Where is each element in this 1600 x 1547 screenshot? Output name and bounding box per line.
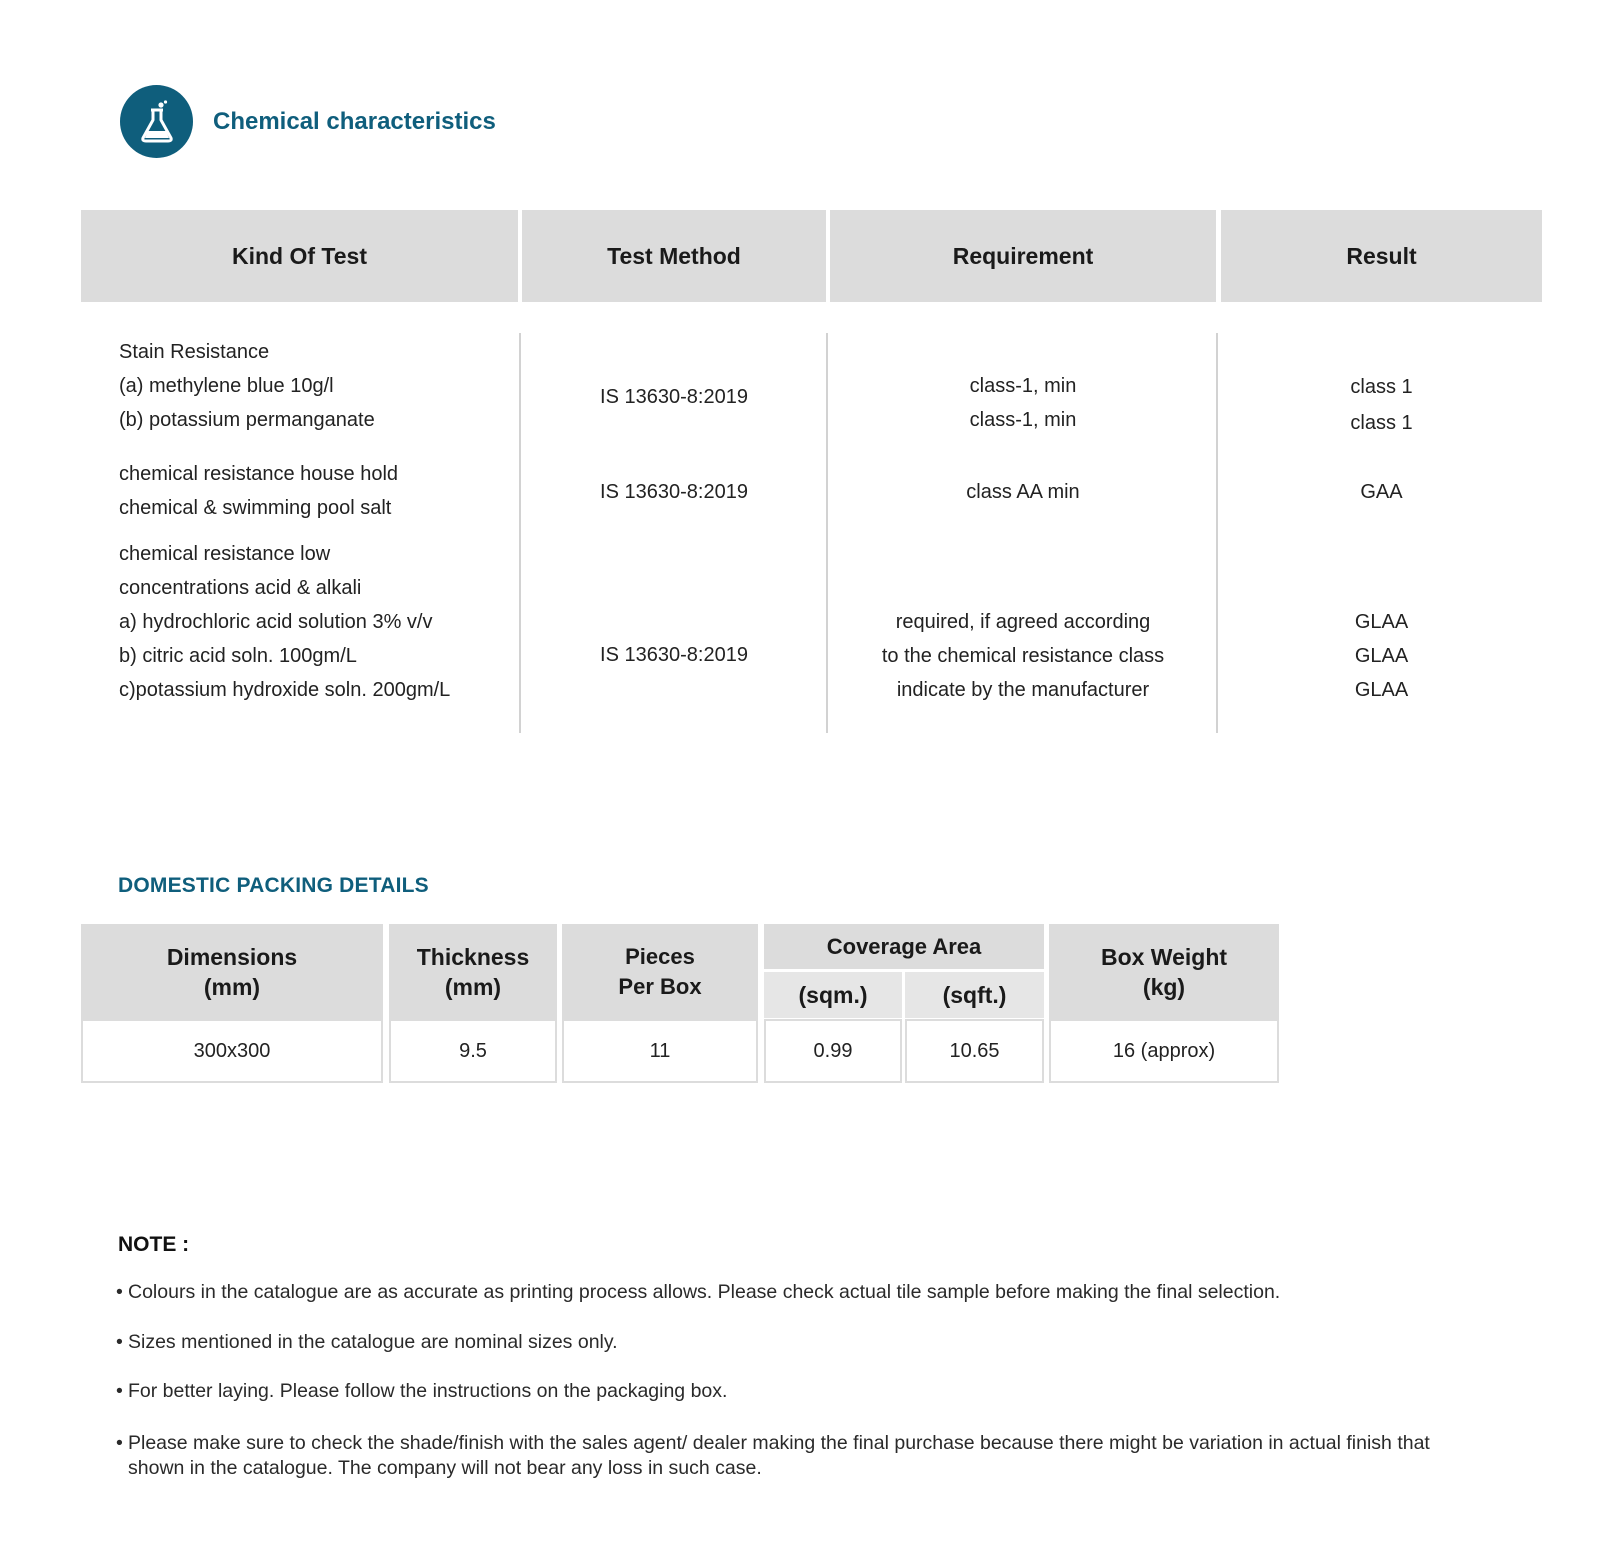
header-thickness [389,924,557,1020]
header-sqft: (sqft.) [905,972,1044,1018]
row1-kind-line: (b) potassium permanganate [119,409,375,431]
row3-method: IS 13630-8:2019 [600,644,748,666]
header-test-method: Test Method [522,210,826,302]
header-result: Result [1221,210,1542,302]
row3-kind-line: c)potassium hydroxide soln. 200gm/L [119,679,451,701]
bullet: • [116,1281,123,1303]
note-text: Sizes mentioned in the catalogue are nominal sizes only. [128,1331,618,1353]
section-header [120,85,496,158]
row2-method: IS 13630-8:2019 [600,481,748,503]
header-sqm: (sqm.) [764,972,902,1018]
note-item [116,1330,1476,1355]
header-dimensions [81,924,383,1020]
row2-requirement: class AA min [966,481,1080,503]
row3-requirement-line: to the chemical resistance class [881,645,1165,667]
row3-kind-line: chemical resistance low [119,543,331,565]
header-pieces-line: Per Box [618,974,702,999]
header-pieces-line: Pieces [625,944,695,969]
column-divider [519,333,521,733]
row1-kind-line: (a) methylene blue 10g/l [119,375,334,397]
value-sqm: 0.99 [764,1019,902,1083]
row1-requirement [830,369,1216,437]
header-kind-of-test: Kind Of Test [81,210,518,302]
value-dimensions: 300x300 [81,1019,383,1083]
note-text: For better laying. Please follow the instructions on the packaging box. [128,1380,728,1402]
row1-kind [119,335,375,437]
header-thickness-line: (mm) [444,974,502,1000]
row2-kind-line: chemical & swimming pool salt [119,497,392,519]
row3-requirement-line: indicate by the manufacturer [896,679,1150,701]
row2-result: GAA [1360,481,1403,503]
row3-kind [119,537,450,707]
note-item [116,1431,1476,1481]
flask-icon [120,85,193,158]
note-text: Please make sure to check the shade/finish with the sales agent/ dealer making the final purchase because there might be variation in actual finish that shown in the catalogue. The company will not bear any loss in such case. [128,1432,1430,1479]
row1-result-line: class 1 [1350,376,1413,398]
packing-title: DOMESTIC PACKING DETAILS [118,874,429,897]
row1-method: IS 13630-8:2019 [600,386,748,408]
header-thickness-line: Thickness [416,944,530,970]
row3-kind-line: a) hydrochloric acid solution 3% v/v [119,611,433,633]
header-dimensions-line: (mm) [203,974,261,1000]
value-pieces-per-box: 11 [562,1019,758,1083]
row2-kind [119,457,398,525]
header-box-weight [1049,924,1279,1020]
header-requirement: Requirement [830,210,1216,302]
note-item [116,1379,1476,1404]
row3-kind-line: concentrations acid & alkali [119,577,362,599]
value-thickness: 9.5 [389,1019,557,1083]
row1-kind-line: Stain Resistance [119,341,270,363]
bullet: • [116,1432,123,1454]
note-item [116,1280,1476,1305]
bullet: • [116,1331,123,1353]
row3-result-line: GLAA [1354,645,1409,667]
note-text: Colours in the catalogue are as accurate as printing process allows. Please check actual tile sample before making the final selection. [128,1281,1281,1303]
row3-result [1221,605,1542,707]
row1-requirement-line: class-1, min [969,409,1077,431]
row1-requirement-line: class-1, min [969,375,1077,397]
row3-requirement [830,605,1216,707]
section-title: Chemical characteristics [213,107,496,135]
value-box-weight: 16 (approx) [1049,1019,1279,1083]
value-sqft: 10.65 [905,1019,1044,1083]
row1-result [1221,369,1542,441]
header-pieces-per-box [562,924,758,1020]
row3-requirement-line: required, if agreed according [895,611,1151,633]
header-coverage-area: Coverage Area [764,924,1044,969]
note-title: NOTE : [118,1233,190,1256]
header-weight-line: (kg) [1142,974,1186,1000]
header-dimensions-line: Dimensions [166,944,298,970]
bullet: • [116,1380,123,1402]
row3-result-line: GLAA [1354,611,1409,633]
column-divider [826,333,828,733]
header-weight-line: Box Weight [1100,944,1228,970]
column-divider [1216,333,1218,733]
row1-result-line: class 1 [1350,412,1413,434]
row3-result-line: GLAA [1354,679,1409,701]
row3-kind-line: b) citric acid soln. 100gm/L [119,645,357,667]
row2-kind-line: chemical resistance house hold [119,463,399,485]
